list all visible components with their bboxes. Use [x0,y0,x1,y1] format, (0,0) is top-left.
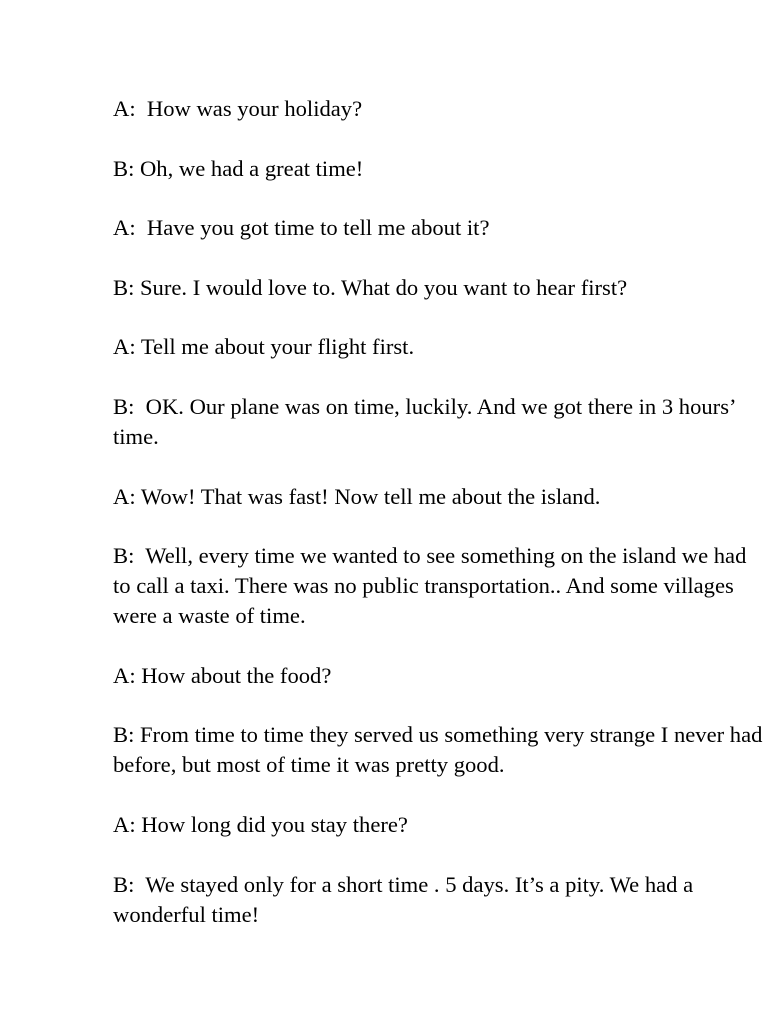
dialogue-line: B: From time to time they served us something very strange I never had before, but most of time it was pretty good. [113,722,768,778]
dialogue-line: A: Have you got time to tell me about it? [113,215,490,241]
dialogue [113,94,768,930]
dialogue-line: B: Well, every time we wanted to see something on the island we had to call a taxi. There was no public transportation.. And some villages were a waste of time. [113,543,753,629]
dialogue-line: A: Tell me about your flight first. [113,334,415,360]
dialogue-line: B: Oh, we had a great time! [113,155,364,181]
dialogue-line: A: How about the food? [113,662,332,688]
dialogue-line: A: How long did you stay there? [113,811,408,837]
dialogue-line: A: Wow! That was fast! Now tell me about the island. [113,483,601,509]
dialogue-line: B: OK. Our plane was on time, luckily. And we got there in 3 hours’ time. [113,393,741,449]
dialogue-line: B: Sure. I would love to. What do you want to hear first? [113,274,628,300]
dialogue-line: B: We stayed only for a short time . 5 days. It’s a pity. We had a wonderful time! [113,871,699,927]
dialogue-line: A: How was your holiday? [113,96,363,121]
